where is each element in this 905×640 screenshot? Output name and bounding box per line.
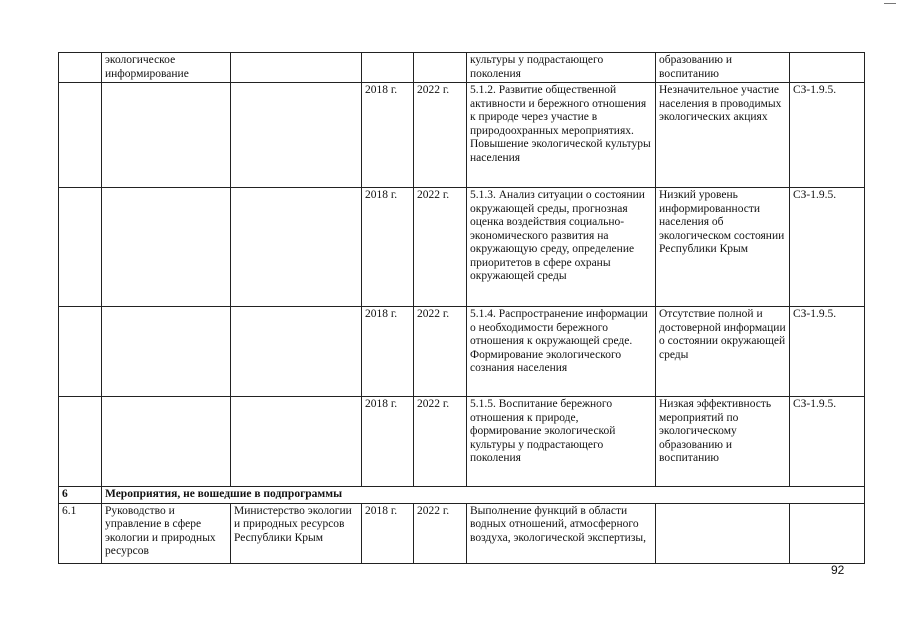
table-row [59, 188, 865, 307]
code-cell [790, 503, 865, 563]
measure-description-cell: Выполнение функций в области водных отношений, атмосферного воздуха, экологической экспертизы, [467, 503, 656, 563]
corner-mark [884, 3, 896, 4]
row-number-cell [59, 397, 102, 487]
code-cell: СЗ-1.9.5. [790, 83, 865, 188]
table-row [59, 83, 865, 188]
table-row [59, 307, 865, 397]
end-year-cell [414, 53, 467, 83]
start-year-cell: 2018 г. [362, 83, 414, 188]
row-number-cell [59, 53, 102, 83]
row-number-cell [59, 188, 102, 307]
start-year-cell [362, 53, 414, 83]
end-year-cell: 2022 г. [414, 188, 467, 307]
measure-description-cell: 5.1.2. Развитие общественной активности и бережного отношения к природе через участие в природоохранных мероприятиях. Повышение экологической культуры населения [467, 83, 656, 188]
measure-description-cell: культуры у подрастающего поколения [467, 53, 656, 83]
table-row [59, 53, 865, 83]
page-number: 92 [831, 563, 845, 577]
executor-cell [231, 397, 362, 487]
row-number-cell: 6.1 [59, 503, 102, 563]
code-cell [790, 53, 865, 83]
section-title: Мероприятия, не вошедшие в подпрограммы [102, 487, 865, 504]
section-header-row [59, 487, 865, 504]
problem-cell: Незначительное участие населения в проводимых экологических акциях [656, 83, 790, 188]
problem-cell: образованию и воспитанию [656, 53, 790, 83]
end-year-cell: 2022 г. [414, 307, 467, 397]
executor-cell [231, 83, 362, 188]
row-number-cell [59, 307, 102, 397]
end-year-cell: 2022 г. [414, 397, 467, 487]
measure-name-cell [102, 307, 231, 397]
start-year-cell: 2018 г. [362, 503, 414, 563]
end-year-cell: 2022 г. [414, 503, 467, 563]
executor-cell [231, 53, 362, 83]
executor-cell: Министерство экологии и природных ресурсов Республики Крым [231, 503, 362, 563]
measure-name-cell: Руководство и управление в сфере экологии и природных ресурсов [102, 503, 231, 563]
start-year-cell: 2018 г. [362, 307, 414, 397]
measure-description-cell: 5.1.5. Воспитание бережного отношения к природе, формирование экологической культуры у подрастающего поколения [467, 397, 656, 487]
end-year-cell: 2022 г. [414, 83, 467, 188]
measure-description-cell: 5.1.3. Анализ ситуации о состоянии окружающей среды, прогнозная оценка воздействия социально-экономического развития на окружающую среду, определение приоритетов в сфере охраны окружающей среды [467, 188, 656, 307]
measure-name-cell: экологическое информирование [102, 53, 231, 83]
problem-cell: Низкий уровень информированности населения об экологическом состоянии Республики Крым [656, 188, 790, 307]
section-number: 6 [59, 487, 102, 504]
measure-name-cell [102, 397, 231, 487]
table-row [59, 503, 865, 563]
start-year-cell: 2018 г. [362, 397, 414, 487]
executor-cell [231, 307, 362, 397]
code-cell: СЗ-1.9.5. [790, 188, 865, 307]
table-row [59, 397, 865, 487]
executor-cell [231, 188, 362, 307]
start-year-cell: 2018 г. [362, 188, 414, 307]
problem-cell [656, 503, 790, 563]
code-cell: СЗ-1.9.5. [790, 397, 865, 487]
code-cell: СЗ-1.9.5. [790, 307, 865, 397]
measure-name-cell [102, 188, 231, 307]
row-number-cell [59, 83, 102, 188]
measure-description-cell: 5.1.4. Распространение информации о необходимости бережного отношения к окружающей среде. Формирование экологического сознания населения [467, 307, 656, 397]
program-measures-table [58, 52, 865, 564]
problem-cell: Низкая эффективность мероприятий по экологическому образованию и воспитанию [656, 397, 790, 487]
measure-name-cell [102, 83, 231, 188]
problem-cell: Отсутствие полной и достоверной информации о состоянии окружающей среды [656, 307, 790, 397]
